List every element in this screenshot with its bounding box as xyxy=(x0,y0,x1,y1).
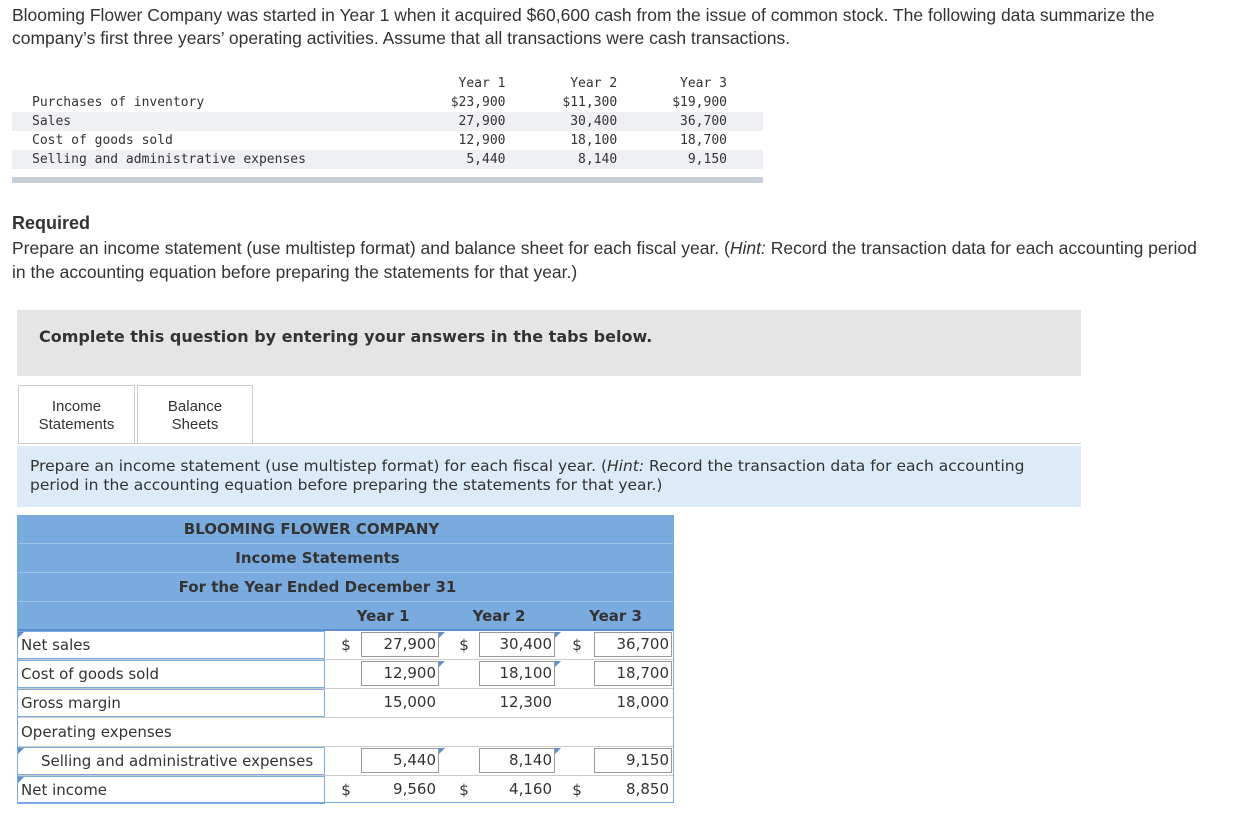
row-label-selling-admin-expenses[interactable]: Selling and administrative expenses xyxy=(17,747,325,775)
tab-label: Balance xyxy=(167,398,223,415)
statement-column-header-row xyxy=(17,602,674,631)
net-sales-year-3[interactable]: 36,700 xyxy=(594,632,672,657)
table-row xyxy=(17,747,674,776)
instructions-box: Prepare an income statement (use multistep format) for each fiscal year. (Hint: Record the transaction data for each accounting period in the accounting equation before preparing the statements for that year.) xyxy=(17,446,1081,507)
dollar-sign: $ xyxy=(459,636,469,654)
net-sales-year-1[interactable]: 27,900 xyxy=(361,632,439,657)
statement-company: BLOOMING FLOWER COMPANY xyxy=(183,520,440,538)
data-table-value: 8,140 xyxy=(506,150,618,169)
data-table-label: Cost of goods sold xyxy=(12,131,411,150)
dollar-sign: $ xyxy=(572,636,582,654)
data-table-value: 18,100 xyxy=(506,131,618,150)
tab-balance-sheets[interactable] xyxy=(137,385,253,443)
data-table xyxy=(12,74,763,169)
data-table-col-header: Year 3 xyxy=(617,74,763,93)
data-table-bottom-bar xyxy=(12,177,763,183)
tab-divider xyxy=(18,443,1081,444)
row-label-gross-margin[interactable]: Gross margin xyxy=(17,689,325,717)
data-table-value: 30,400 xyxy=(506,112,618,131)
table-row xyxy=(17,718,674,747)
data-table-label: Sales xyxy=(12,112,411,131)
table-row xyxy=(17,660,674,689)
question-prompt: Complete this question by entering your answers in the tabs below. xyxy=(39,327,653,346)
tab-label: Sheets xyxy=(171,416,219,433)
data-table-value: 36,700 xyxy=(617,112,763,131)
data-table-value: $11,300 xyxy=(506,93,618,112)
cogs-year-1[interactable]: 12,900 xyxy=(361,661,439,686)
data-table-label: Purchases of inventory xyxy=(12,93,411,112)
row-label-net-sales[interactable]: Net sales xyxy=(17,631,325,659)
cogs-year-2[interactable]: 18,100 xyxy=(479,661,555,686)
table-row xyxy=(17,689,674,718)
data-table-label: Selling and administrative expenses xyxy=(12,150,411,169)
tab-income-statements[interactable] xyxy=(18,385,135,443)
data-table-value: 9,150 xyxy=(617,150,763,169)
data-table-col-header: Year 1 xyxy=(411,74,505,93)
statement-title-row xyxy=(17,544,674,573)
question-prompt-box xyxy=(17,310,1081,376)
table-row xyxy=(17,776,674,805)
data-table-row xyxy=(12,150,763,169)
dollar-sign: $ xyxy=(572,781,582,799)
data-table-header xyxy=(12,74,763,93)
net-income-year-3: 8,850 xyxy=(594,777,672,802)
statement-title: Income Statements xyxy=(235,549,400,567)
gross-margin-year-3: 18,000 xyxy=(594,690,672,715)
gross-margin-year-2: 12,300 xyxy=(479,690,555,715)
sga-year-1[interactable]: 5,440 xyxy=(361,748,439,773)
problem-intro: Blooming Flower Company was started in Year 1 when it acquired $60,600 cash from the issue of common stock. The following data summarize the company’s first three years’ operating activities. Assume that all transactions were cash transactions. xyxy=(12,5,1155,48)
column-header-year-3: Year 3 xyxy=(589,607,642,625)
tab-label: Income xyxy=(51,398,102,415)
table-row xyxy=(17,631,674,660)
row-label-operating-expenses: Operating expenses xyxy=(17,718,325,746)
data-table-value: 12,900 xyxy=(411,131,505,150)
column-header-year-2: Year 2 xyxy=(472,607,526,625)
column-header-year-1: Year 1 xyxy=(356,607,410,625)
data-table-value: $23,900 xyxy=(411,93,505,112)
data-table-value: 27,900 xyxy=(411,112,505,131)
cogs-year-3[interactable]: 18,700 xyxy=(594,661,672,686)
data-table-row xyxy=(12,112,763,131)
statement-period-row xyxy=(17,573,674,602)
data-table-value: $19,900 xyxy=(617,93,763,112)
net-income-year-1: 9,560 xyxy=(361,777,439,802)
row-label-cost-of-goods-sold[interactable]: Cost of goods sold xyxy=(17,660,325,688)
data-table-value: 18,700 xyxy=(617,131,763,150)
row-label-net-income[interactable]: Net income xyxy=(17,776,325,804)
statement-period: For the Year Ended December 31 xyxy=(178,578,457,596)
sga-year-3[interactable]: 9,150 xyxy=(594,748,672,773)
income-statement-table xyxy=(17,515,674,803)
tab-label: Statements xyxy=(38,416,115,433)
data-table-row xyxy=(12,93,763,112)
sga-year-2[interactable]: 8,140 xyxy=(479,748,555,773)
dollar-sign: $ xyxy=(459,781,469,799)
data-table-row xyxy=(12,131,763,150)
data-table-col-header: Year 2 xyxy=(506,74,618,93)
net-sales-year-2[interactable]: 30,400 xyxy=(479,632,555,657)
net-income-year-2: 4,160 xyxy=(479,777,555,802)
dollar-sign: $ xyxy=(341,636,351,654)
gross-margin-year-1: 15,000 xyxy=(361,690,439,715)
required-text: Prepare an income statement (use multistep format) and balance sheet for each fiscal year. (Hint: Record the transaction data for each accounting period in the accounting equation before preparing the statements for that year.) xyxy=(12,238,1197,282)
data-table-value: 5,440 xyxy=(411,150,505,169)
dollar-sign: $ xyxy=(341,781,351,799)
required-heading: Required xyxy=(12,213,91,233)
statement-company-row xyxy=(17,515,674,544)
